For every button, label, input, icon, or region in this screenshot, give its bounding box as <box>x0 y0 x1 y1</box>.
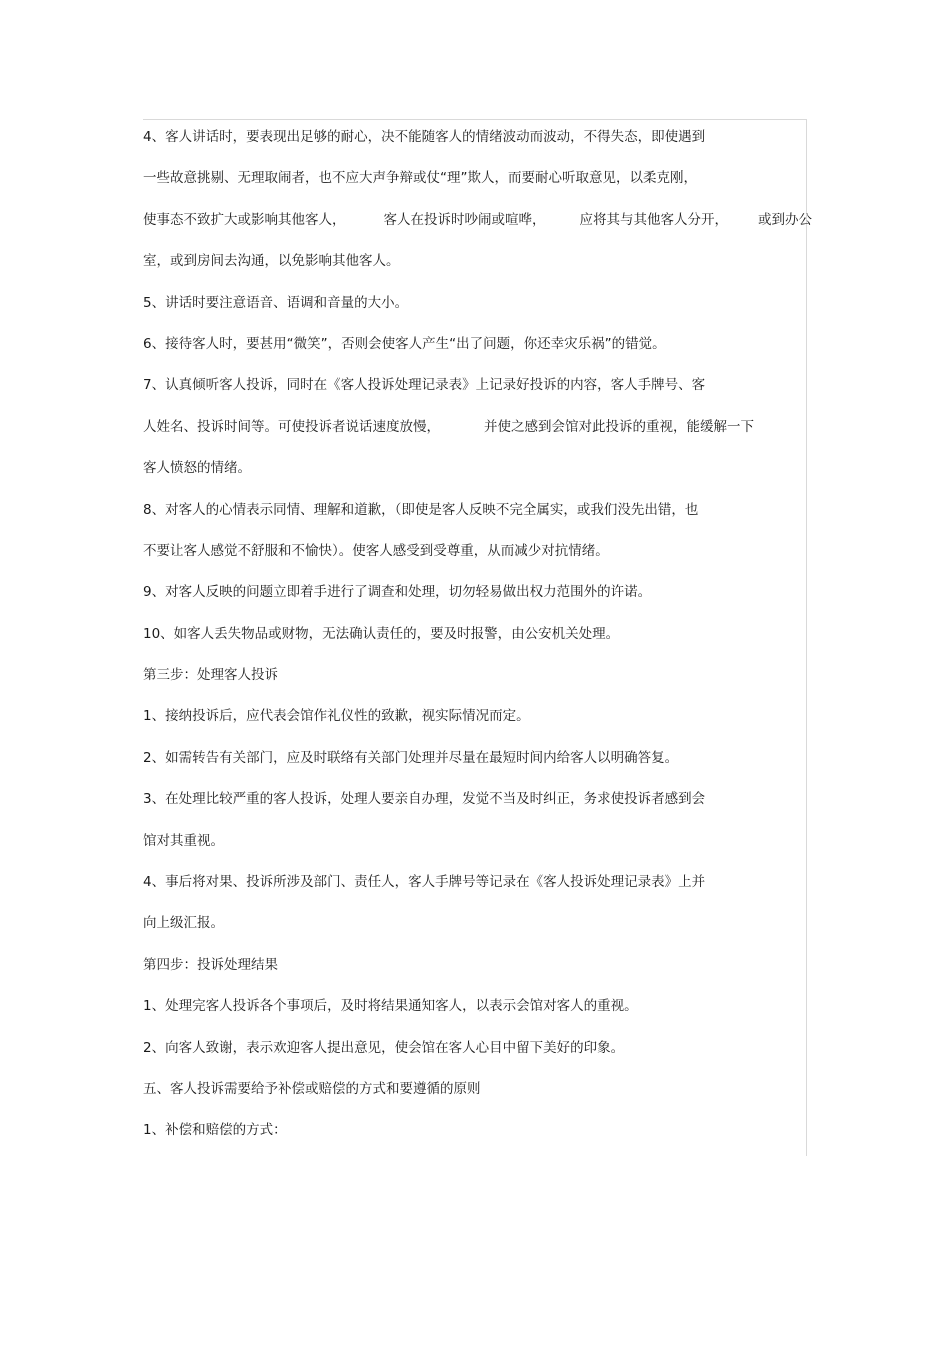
text-line: 一些故意挑剔、无理取闹者，也不应大声争辩或仗“理”欺人，而要耐心听取意见，以柔克刚， <box>143 170 697 187</box>
section-heading: 五、客人投诉需要给予补偿或赔偿的方式和要遵循的原则 <box>143 1080 481 1097</box>
text-line: 客人愤怒的情绪。 <box>143 460 251 477</box>
text-segment: 应将其与其他客人分开， <box>579 211 728 228</box>
section-heading: 第三步：处理客人投诉 <box>143 667 278 684</box>
text-segment: 使事态不致扩大或影响其他客人， <box>143 211 346 228</box>
text-line: 馆对其重视。 <box>143 832 224 849</box>
text-segment: 或到办公 <box>758 211 812 228</box>
text-segment: 人姓名、投诉时间等。可使投诉者说话速度放慢， <box>143 418 440 435</box>
text-segment: 并使之感到会馆对此投诉的重视，能缓解一下 <box>484 418 754 435</box>
text-line: 1、补偿和赔偿的方式： <box>143 1122 287 1139</box>
text-line: 不要让客人感觉不舒服和不愉快）。使客人感受到受尊重，从而减少对抗情绪。 <box>143 542 609 559</box>
document-body <box>143 122 812 1157</box>
text-line: 3、在处理比较严重的客人投诉，处理人要亲自办理，发觉不当及时纠正，务求使投诉者感到会 <box>143 791 706 808</box>
text-line: 1、处理完客人投诉各个事项后，及时将结果通知客人，以表示会馆对客人的重视。 <box>143 998 638 1015</box>
text-line: 6、接待客人时，要甚用“微笑”，否则会使客人产生“出了问题，你还幸灾乐祸”的错觉。 <box>143 335 666 352</box>
text-line: 2、如需转告有关部门，应及时联络有关部门处理并尽量在最短时间内给客人以明确答复。 <box>143 749 679 766</box>
text-line: 9、对客人反映的问题立即着手进行了调查和处理，切勿轻易做出权力范围外的许诺。 <box>143 584 652 601</box>
text-line: 向上级汇报。 <box>143 915 224 932</box>
text-line: 室，或到房间去沟通，以免影响其他客人。 <box>143 253 400 270</box>
section-heading: 第四步：投诉处理结果 <box>143 956 278 973</box>
text-line: 7、认真倾听客人投诉，同时在《客人投诉处理记录表》上记录好投诉的内容，客人手牌号、客 <box>143 377 706 394</box>
text-line: 10、如客人丢失物品或财物，无法确认责任的，要及时报警，由公安机关处理。 <box>143 625 620 642</box>
page-border-top <box>143 119 807 120</box>
text-line: 2、向客人致谢，表示欢迎客人提出意见，使会馆在客人心目中留下美好的印象。 <box>143 1039 625 1056</box>
text-segment: 客人在投诉时吵闹或喧哗， <box>383 211 546 228</box>
text-line: 8、对客人的心情表示同情、理解和道歉，（即使是客人反映不完全属实，或我们没先出错，也 <box>143 501 699 518</box>
text-line: 5、讲话时要注意语音、语调和音量的大小。 <box>143 294 409 311</box>
text-line <box>143 412 808 453</box>
text-line: 4、事后将对果、投诉所涉及部门、责任人，客人手牌号等记录在《客人投诉处理记录表》上并 <box>143 874 706 891</box>
text-line: 1、接纳投诉后，应代表会馆作礼仪性的致歉，视实际情况而定。 <box>143 708 530 725</box>
text-line: 4、客人讲话时，要表现出足够的耐心，决不能随客人的情绪波动而波动，不得失态，即使遇到 <box>143 129 706 145</box>
text-line <box>143 205 812 246</box>
